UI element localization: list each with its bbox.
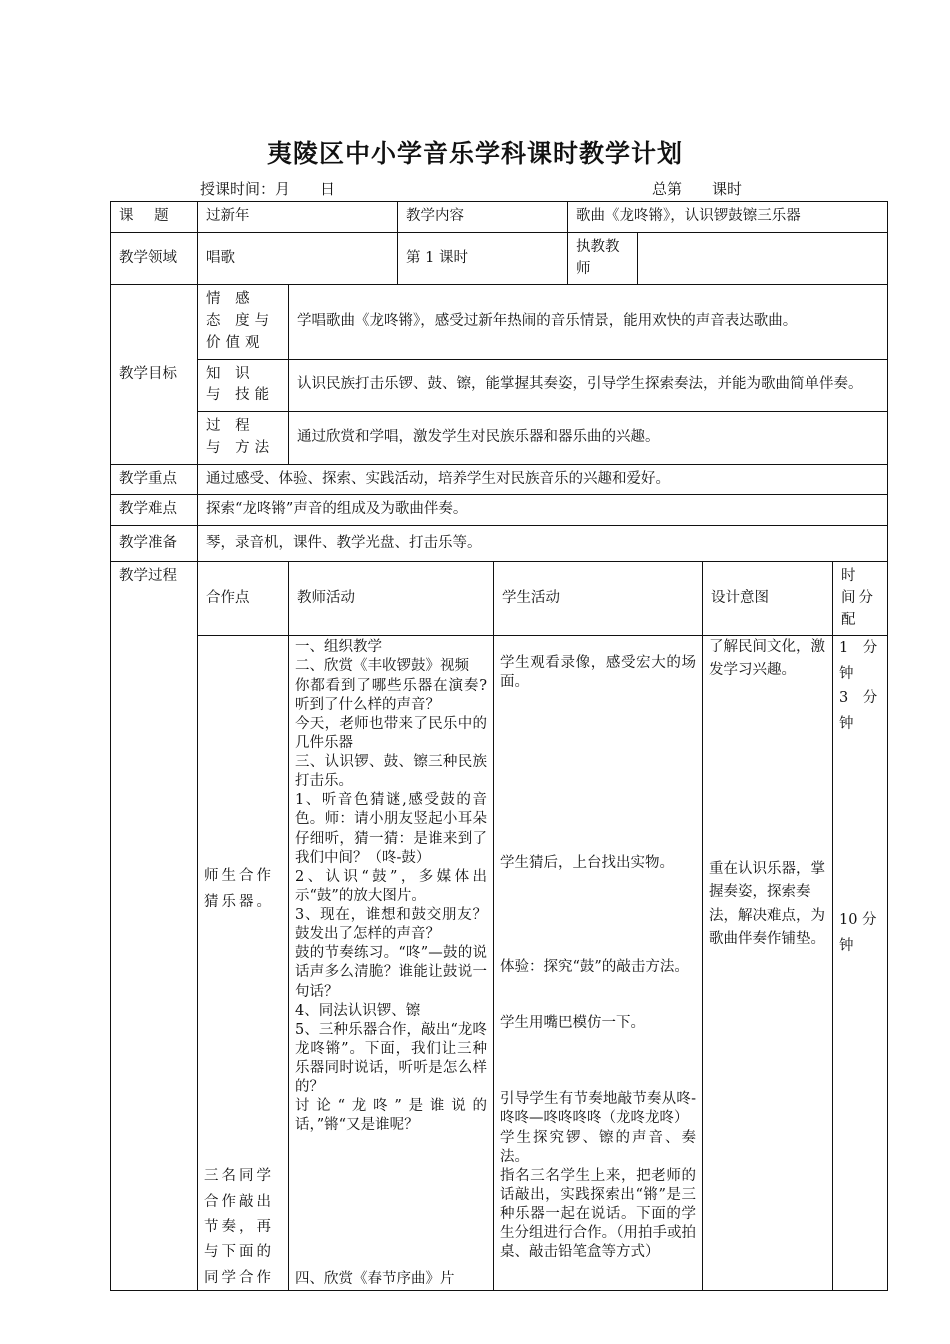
teacher-line: 三、认识锣、鼓、镲三种民族打击乐。 [295,754,487,790]
teacher-line: 二、欣赏《丰收锣鼓》视频 [295,658,469,675]
student-activity-cell [494,636,703,1291]
student-line: 指名三名学生上来，把老师的话敲出，实践探索出“锵”是三种乐器一起在说话。下面的学生分组进行合作。（用拍手或拍桌、敲击铅笔盒等方式） [500,1167,696,1261]
goals-label: 教学目标 [111,285,198,464]
teacher-line: 4、同法认识锣、镲 [295,1002,421,1019]
difficulty-label: 教学难点 [111,495,198,526]
teacher-activity-cell [289,636,494,1291]
lesson-time-label: 授课时间：月 日 [200,180,336,198]
teacher-line: 今天，老师也带来了民乐中的几件乐器 [295,715,487,751]
teacher-value [638,232,888,285]
process-header-time: 时 间分配 [833,562,888,636]
goal-label-process: 过 程 与 方法 [198,412,289,465]
teacher-line: 1、听音色猜谜,感受鼓的音色。师：请小朋友竖起小耳朵仔细听，猜一猜：是谁来到了我们中间？（咚-鼓） [295,792,487,866]
student-line: 学生用嘴巴模仿一下。 [500,1015,645,1032]
prep-label: 教学准备 [111,526,198,562]
field-label: 教学领域 [111,232,198,285]
student-line: 体验：探究“鼓”的敲击方法。 [500,959,689,976]
content-label: 教学内容 [398,202,568,233]
teacher-line: 3、现在，谁想和鼓交朋友？鼓发出了怎样的声音？ [295,907,487,943]
teacher-line: 5、三种乐器合作，敲出“龙咚龙咚锵”。下面，我们让三种乐器同时说话，听听是怎么样的？ [295,1021,487,1096]
lesson-plan-table [110,201,888,1291]
key-point-text: 通过感受、体验、探索、实践活动，培养学生对民族音乐的兴趣和爱好。 [198,464,888,495]
goal-label-emotion: 情 感 态 度与价值观 [198,285,289,359]
teacher-line: 一、组织教学 [295,639,382,656]
process-header-intent: 设计意图 [703,562,833,636]
period-value: 第 1 课时 [398,232,568,285]
time-item: 10 分钟 [839,912,877,954]
intent-item: 重在认识乐器，掌握奏姿，探索奏法，解决难点，为歌曲伴奏作铺垫。 [709,861,825,947]
process-header-coop: 合作点 [198,562,289,636]
teacher-line: 鼓的节奏练习。“咚”—鼓的说话声多么清脆？谁能让鼓说一句话？ [295,945,487,1000]
intent-item: 了解民间文化，激发学习兴趣。 [709,639,825,679]
content-value: 歌曲《龙咚锵》，认识锣鼓镲三乐器 [568,202,888,233]
student-line: 学生观看录像，感受宏大的场面。 [500,655,696,691]
process-header-teacher: 教师活动 [289,562,494,636]
teacher-line: 2、认识“鼓”，多媒体出示“鼓”的放大图片。 [295,868,487,904]
time-item: 3 分钟 [839,690,878,732]
intent-cell [703,636,833,1291]
key-point-label: 教学重点 [111,464,198,495]
topic-label: 课 题 [111,202,198,233]
goal-text-emotion: 学唱歌曲《龙咚锵》，感受过新年热闹的音乐情景，能用欢快的声音表达歌曲。 [289,285,888,359]
student-line: 学生探究锣、镲的声音、奏法。 [500,1129,696,1165]
teacher-line: 讨论“龙咚”是谁说的话，”锵“又是谁呢？ [295,1098,487,1134]
field-value: 唱歌 [198,232,398,285]
student-line: 学生猜后，上台找出实物。 [500,855,674,872]
prep-text: 琴，录音机，课件、教学光盘、打击乐等。 [198,526,888,562]
goal-text-process: 通过欣赏和学唱，激发学生对民族乐器和器乐曲的兴趣。 [289,412,888,465]
goal-text-knowledge: 认识民族打击乐锣、鼓、镲，能掌握其奏姿，引导学生探索奏法，并能为歌曲简单伴奏。 [289,359,888,412]
teacher-line: 你都看到了哪些乐器在演奏?听到了什么样的声音？ [295,677,487,713]
process-label: 教学过程 [111,562,198,1291]
difficulty-text: 探索“龙咚锵”声音的组成及为歌曲伴奏。 [198,495,888,526]
teacher-line: 四、欣赏《春节序曲》片 [295,1271,455,1288]
coop-item: 三名同学合作敲出节奏，再与下面的同学合作 [204,1168,274,1286]
topic-value: 过新年 [198,202,398,233]
goal-label-knowledge: 知 识 与 技能 [198,359,289,412]
time-cell [833,636,888,1291]
coop-cell [198,636,289,1291]
total-period-label: 总第 课时 [652,180,743,198]
page-title: 夷陵区中小学音乐学科课时教学计划 [266,139,683,168]
process-header-student: 学生活动 [494,562,703,636]
student-line: 引导学生有节奏地敲节奏从咚-咚咚—咚咚咚咚（龙咚龙咚） [500,1091,696,1127]
teacher-label: 执教教师 [568,232,638,285]
coop-item: 师生合作猜乐器。 [204,868,274,910]
time-item: 1 分钟 [839,640,878,682]
